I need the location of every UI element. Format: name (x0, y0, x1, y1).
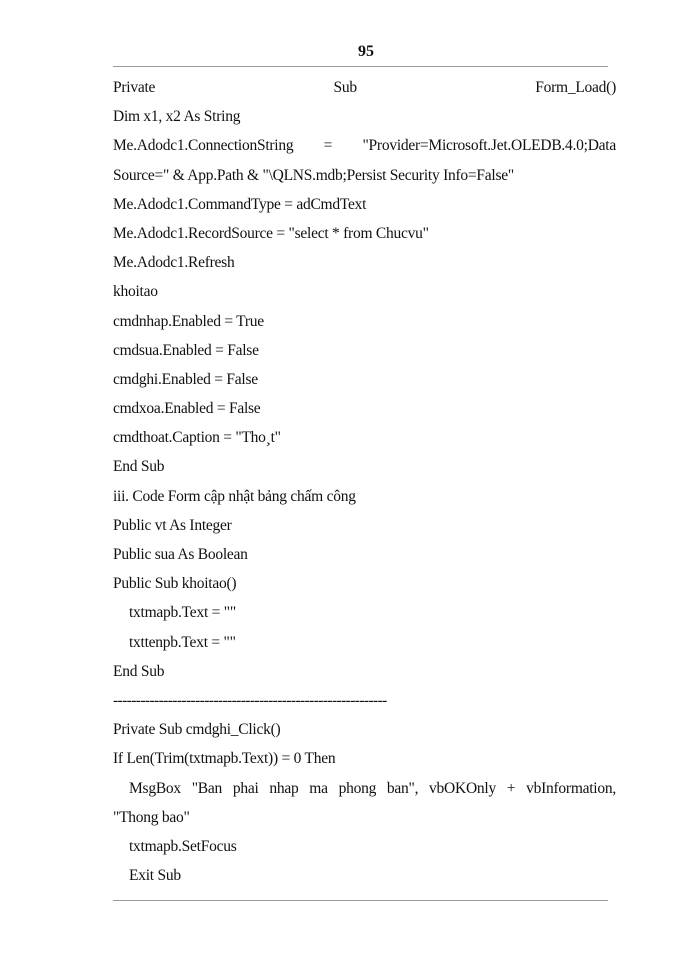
code-line: txtmapb.SetFocus (129, 837, 237, 855)
code-line: cmdthoat.Caption = "Tho¸t" (113, 429, 281, 447)
code-line: txtmapb.Text = "" (129, 604, 236, 622)
code-line: Public vt As Integer (113, 516, 232, 534)
code-line: End Sub (113, 662, 165, 680)
code-listing (113, 77, 616, 894)
code-line: Public sua As Boolean (113, 546, 248, 563)
code-line: txttenpb.Text = "" (129, 633, 236, 651)
code-line: If Len(Trim(txtmapb.Text)) = 0 Then (113, 750, 336, 768)
code-line: Me.Adodc1.ConnectionString = "Provider=Microsoft.Jet.OLEDB.4.0;Data (113, 137, 616, 155)
code-line: Private Sub cmdghi_Click() (113, 721, 281, 739)
code-line: Me.Adodc1.Refresh (113, 254, 235, 272)
code-line: End Sub (113, 458, 165, 476)
code-line: Private Sub Form_Load() (113, 79, 616, 96)
code-line: Source=" & App.Path & "\QLNS.mdb;Persist Security Info=False" (113, 166, 514, 184)
code-line: Public Sub khoitao() (113, 575, 237, 593)
footer-rule (113, 900, 608, 901)
code-line: cmdghi.Enabled = False (113, 370, 258, 388)
code-line: Me.Adodc1.CommandType = adCmdText (113, 195, 367, 213)
separator-line: ------------------------------------------------------------ (113, 691, 387, 709)
code-line: MsgBox "Ban phai nhap ma phong ban", vbOKOnly + vbInformation, (129, 779, 616, 797)
page-number: 95 (358, 43, 374, 60)
section-heading: iii. Code Form cập nhật bảng chấm công (113, 487, 356, 505)
header-rule (113, 66, 608, 67)
code-line: Me.Adodc1.RecordSource = "select * from Chucvu" (113, 224, 429, 242)
code-line: "Thong bao" (113, 808, 190, 826)
code-line: Dim x1, x2 As String (113, 108, 241, 126)
code-line: cmdnhap.Enabled = True (113, 312, 264, 330)
code-line: cmdsua.Enabled = False (113, 341, 259, 359)
code-line: Exit Sub (129, 867, 181, 885)
code-line: cmdxoa.Enabled = False (113, 400, 261, 418)
code-line: khoitao (113, 283, 158, 301)
